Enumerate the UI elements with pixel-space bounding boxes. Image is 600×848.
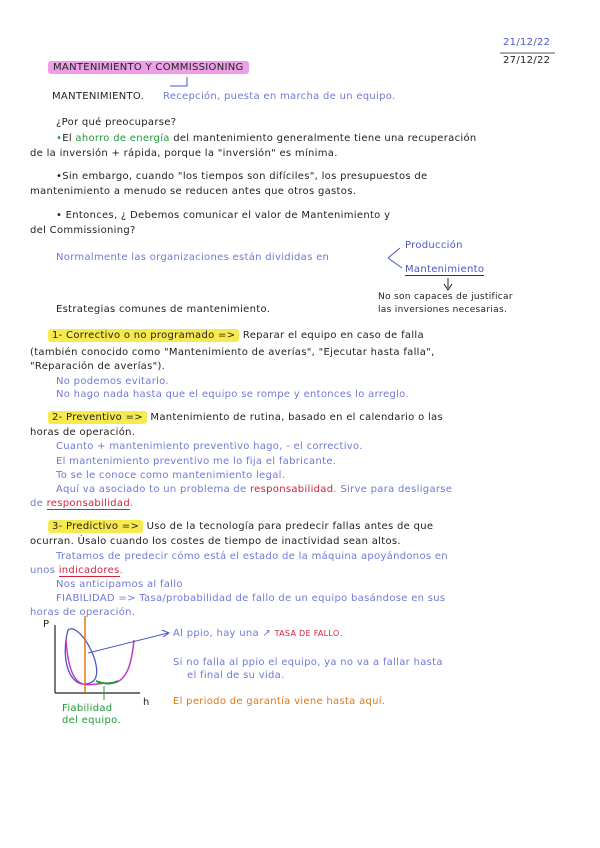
p1-highlight: ahorro de energía [75,133,170,144]
strategy-preventive-note5: de responsabilidad. [30,498,134,509]
orgs-produccion: Producción [405,240,463,251]
strategy-preventive-def: Mantenimiento de rutina, basado en el calendario o las [150,412,443,423]
strategy-predictive-note5: horas de operación. [30,607,136,618]
paragraph-value-line1: • Entonces, ¿ Debemos comunicar el valor de Mantenimiento y [56,210,391,221]
date-end: 27/12/22 [503,55,551,66]
orgs-note-line2: las inversiones necesarias. [378,305,508,315]
p1-c: del mantenimiento generalmente tiene una recuperación [173,133,477,144]
graph-side-note2: el final de su vida. [187,670,285,681]
strategy-corrective-def: Reparar el equipo en caso de falla [242,330,424,341]
org-bracket [388,248,402,268]
orgs-note-line1: No son capaces de justificar [378,292,513,302]
orgs-mantenimiento: Mantenimiento [405,264,485,275]
graph-y-label: P [43,619,50,630]
paragraph-budget-line1: •Sin embargo, cuando "los tiempos son difíciles", los presupuestos de [56,171,428,182]
mantenimiento-label: MANTENIMIENTO. [52,91,145,102]
p1-a: El [62,133,72,144]
graph-note: Al ppio, hay una ↗ TASA DE FALLO. [173,628,343,639]
strategy-preventive-label: 2- Preventivo => [48,411,147,424]
strategy-preventive [48,412,443,423]
strategy-predictive-label: 3- Predictivo => [48,520,143,533]
strategy-corrective-label: 1- Correctivo o no programado => [48,329,239,342]
strategy-preventive-note3: To se le conoce como mantenimiento legal. [56,470,286,481]
strategy-corrective-line2: (también conocido como "Mantenimiento de averías", "Ejecutar hasta falla", [30,347,435,358]
strategy-predictive [48,521,433,532]
graph-bathtub-curve [66,640,134,685]
strategy-predictive-def: Uso de la tecnología para predecir fallas antes de que [146,521,434,532]
strategies-heading: Estrategias comunes de mantenimiento. [56,304,271,315]
graph-x-label: h [143,697,150,708]
graph-side-note1: Si no falla al ppio el equipo, ya no va a fallar hasta [173,657,443,668]
graph-pointer-arrow [88,633,168,653]
date-start: 21/12/22 [503,37,551,48]
graph-warranty-note: El periodo de garantía viene hasta aquí. [173,696,386,707]
graph-fiabilidad-label2: del equipo. [62,715,121,726]
orgs-text: Normalmente las organizaciones están divididas en [56,252,330,263]
strategy-predictive-note2: unos indicadores. [30,565,124,576]
question-heading: ¿Por qué preocuparse? [56,117,177,128]
strategy-predictive-line2: ocurran. Úsalo cuando los costes de tiempo de inactividad sean altos. [30,536,401,547]
paragraph-budget-line2: mantenimiento a menudo se reducen antes que otros gastos. [30,186,357,197]
page-title-text: MANTENIMIENTO Y COMMISSIONING [48,61,249,74]
p1-bullet: • [56,133,63,144]
strategy-predictive-note4: FIABILIDAD => Tasa/probabilidad de fallo de un equipo basándose en sus [56,593,446,604]
graph-fiabilidad-label1: Fiabilidad [62,703,113,714]
paragraph-energy [56,133,477,144]
strategy-corrective-note2: No hago nada hasta que el equipo se rompe y entonces lo arreglo. [56,389,409,400]
graph-green-segment [96,681,118,684]
page-title [48,62,249,73]
graph-blue-curve [65,629,96,684]
strategy-corrective-line3: "Reparación de averías"). [30,361,166,372]
strategy-preventive-note4: Aquí va asociado to un problema de responsabilidad. Sirve para desligarse [56,484,453,495]
strategy-predictive-note3: Nos anticipamos al fallo [56,579,183,590]
strategy-preventive-line2: horas de operación. [30,427,136,438]
reliability-graph [55,616,169,700]
paragraph-energy-line2: de la inversión + rápida, porque la "inversión" es mínima. [30,148,338,159]
paragraph-value-line2: del Commissioning? [30,225,136,236]
commissioning-definition: Recepción, puesta en marcha de un equipo. [163,91,396,102]
strategy-corrective-note1: No podemos evitarlo. [56,376,169,387]
strategy-preventive-note2: El mantenimiento preventivo me lo fija el fabricante. [56,456,337,467]
strategy-preventive-note1: Cuanto + mantenimiento preventivo hago, - el correctivo. [56,441,363,452]
strategy-corrective [48,330,424,341]
strategy-predictive-note1: Tratamos de predecir cómo está el estado de la máquina apoyándonos en [56,551,448,562]
title-arrow [170,77,187,86]
